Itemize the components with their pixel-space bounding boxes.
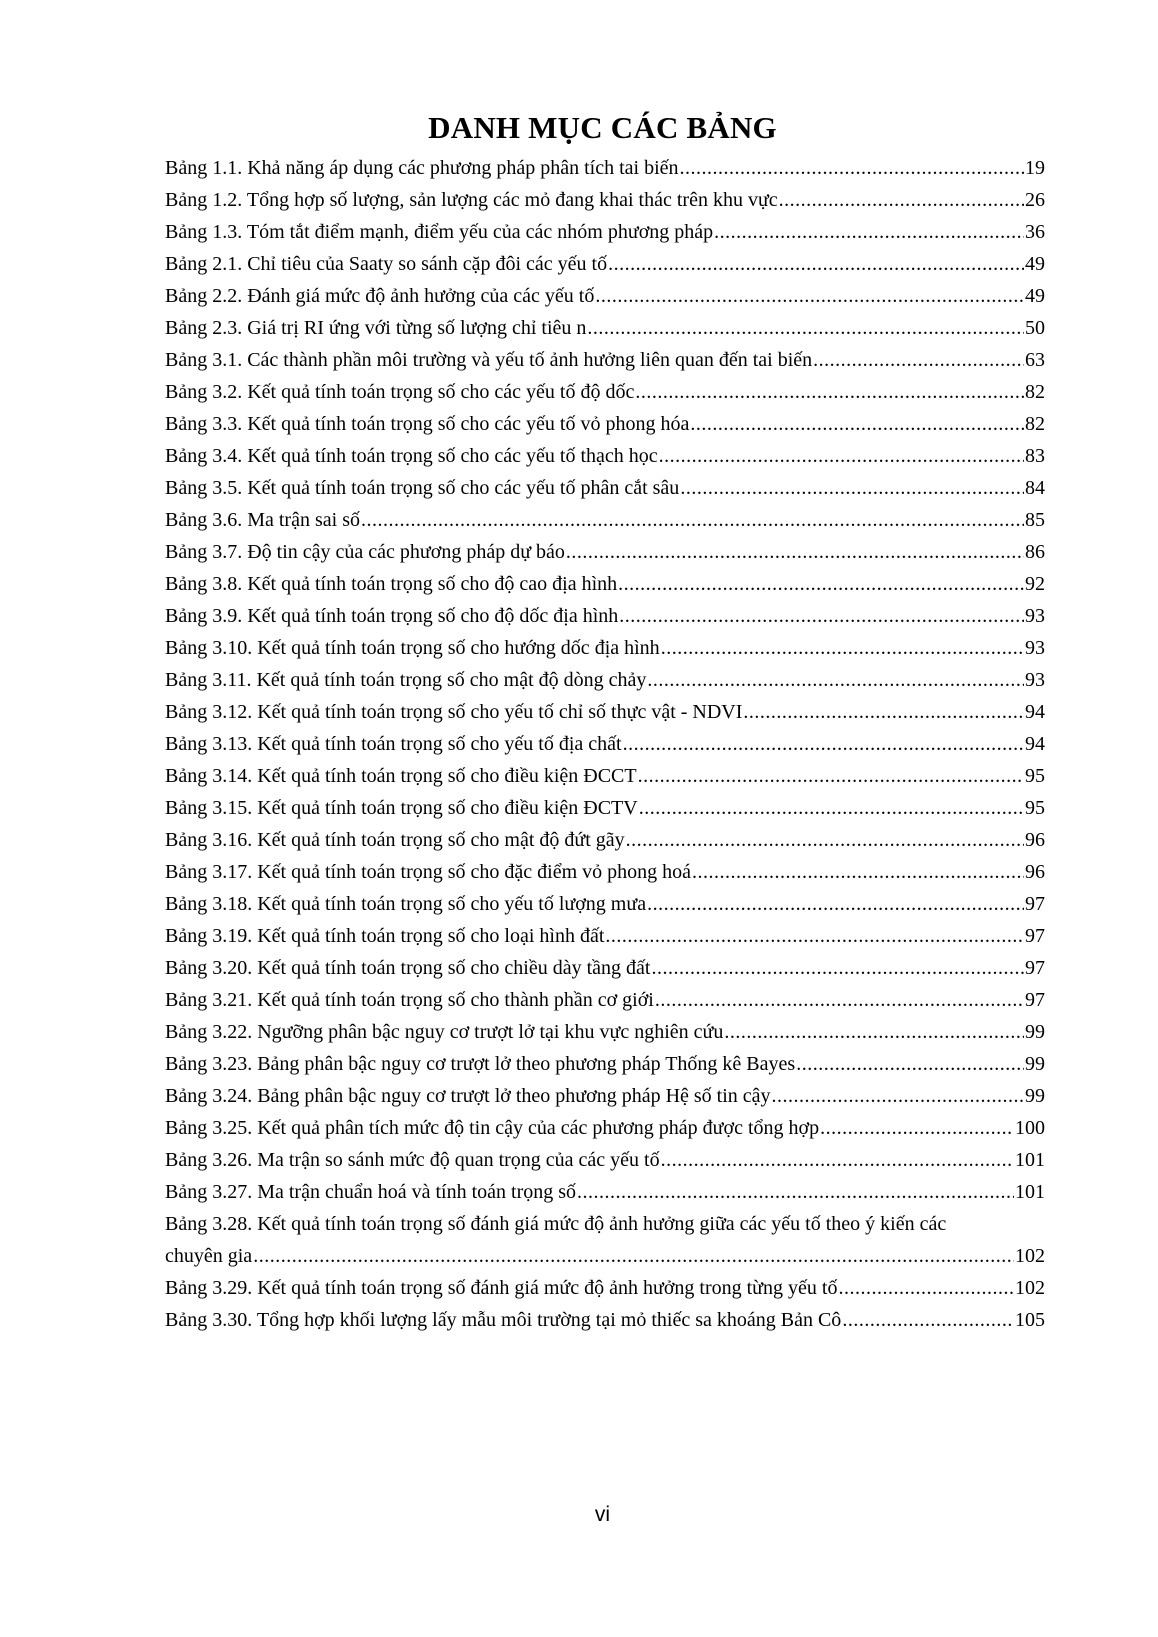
dot-leader xyxy=(608,248,1024,280)
dot-leader xyxy=(796,1048,1024,1080)
list-item[interactable] xyxy=(165,376,1045,408)
entry-page-number: 93 xyxy=(1025,605,1045,627)
dot-leader xyxy=(595,280,1024,312)
entry-label: Bảng 2.3. Giá trị RI ứng với từng số lượng chỉ tiêu n xyxy=(165,317,587,339)
entry-label: Bảng 1.1. Khả năng áp dụng các phương pháp phân tích tai biến xyxy=(165,157,679,179)
entry-page-number: 50 xyxy=(1025,317,1045,339)
entry-page-number: 94 xyxy=(1025,701,1045,723)
list-item[interactable] xyxy=(165,152,1045,184)
list-item[interactable] xyxy=(165,952,1045,984)
entry-page-number: 85 xyxy=(1025,509,1045,531)
list-item[interactable] xyxy=(165,280,1045,312)
entry-page-number: 63 xyxy=(1025,349,1045,371)
entry-page-number: 19 xyxy=(1025,157,1045,179)
entry-label: Bảng 3.30. Tổng hợp khối lượng lấy mẫu môi trường tại mỏ thiếc sa khoáng Bản Cô xyxy=(165,1309,842,1331)
dot-leader xyxy=(638,760,1024,792)
entry-page-number: 105 xyxy=(1015,1309,1045,1331)
list-item[interactable] xyxy=(165,312,1045,344)
dot-leader xyxy=(680,152,1024,184)
entry-page-number: 99 xyxy=(1025,1085,1045,1107)
entry-label: Bảng 3.29. Kết quả tính toán trọng số đánh giá mức độ ảnh hưởng trong từng yếu tố xyxy=(165,1277,838,1299)
list-item[interactable] xyxy=(165,728,1045,760)
list-item[interactable] xyxy=(165,248,1045,280)
dot-leader xyxy=(566,536,1024,568)
entry-page-number: 102 xyxy=(1015,1277,1045,1299)
dot-leader xyxy=(619,600,1024,632)
entry-page-number: 93 xyxy=(1025,637,1045,659)
dot-leader xyxy=(577,1176,1014,1208)
entry-label: Bảng 3.1. Các thành phần môi trường và yếu tố ảnh hưởng liên quan đến tai biến xyxy=(165,349,813,371)
dot-leader xyxy=(639,792,1024,824)
dot-leader xyxy=(635,376,1024,408)
list-item[interactable] xyxy=(165,984,1045,1016)
dot-leader xyxy=(838,1272,1014,1304)
entry-page-number: 97 xyxy=(1025,893,1045,915)
entry-label: Bảng 3.27. Ma trận chuẩn hoá và tính toán trọng số xyxy=(165,1181,577,1203)
entry-page-number: 101 xyxy=(1015,1181,1045,1203)
entry-label: Bảng 3.6. Ma trận sai số xyxy=(165,509,360,531)
entry-page-number: 97 xyxy=(1025,925,1045,947)
dot-leader xyxy=(253,1240,1014,1272)
list-item[interactable] xyxy=(165,1176,1045,1208)
list-item[interactable] xyxy=(165,920,1045,952)
dot-leader xyxy=(626,824,1024,856)
dot-leader xyxy=(623,728,1024,760)
page-title: DANH MỤC CÁC BẢNG xyxy=(428,110,777,145)
entry-label: Bảng 3.10. Kết quả tính toán trọng số cho hướng dốc địa hình xyxy=(165,637,660,659)
dot-leader xyxy=(772,1080,1024,1112)
dot-leader xyxy=(743,696,1024,728)
entry-label: Bảng 3.8. Kết quả tính toán trọng số cho độ cao địa hình xyxy=(165,573,618,595)
entry-label: Bảng 2.2. Đánh giá mức độ ảnh hưởng của các yếu tố xyxy=(165,285,595,307)
entry-label: Bảng 3.13. Kết quả tính toán trọng số cho yếu tố địa chất xyxy=(165,733,622,755)
dot-leader xyxy=(724,1016,1024,1048)
entry-label: Bảng 2.1. Chỉ tiêu của Saaty so sánh cặp đôi các yếu tố xyxy=(165,253,608,275)
dot-leader xyxy=(647,888,1024,920)
list-item[interactable] xyxy=(165,664,1045,696)
entry-label: Bảng 3.14. Kết quả tính toán trọng số cho điều kiện ĐCCT xyxy=(165,765,637,787)
list-item[interactable] xyxy=(165,856,1045,888)
entry-page-number: 99 xyxy=(1025,1053,1045,1075)
list-item[interactable] xyxy=(165,792,1045,824)
entry-page-number: 82 xyxy=(1025,381,1045,403)
entry-label: Bảng 3.21. Kết quả tính toán trọng số cho thành phần cơ giới xyxy=(165,989,654,1011)
entry-label: Bảng 3.22. Ngưỡng phân bậc nguy cơ trượt lở tại khu vực nghiên cứu xyxy=(165,1021,724,1043)
dot-leader xyxy=(692,856,1024,888)
list-item[interactable] xyxy=(165,472,1045,504)
entry-label: Bảng 3.5. Kết quả tính toán trọng số cho các yếu tố phân cắt sâu xyxy=(165,477,680,499)
list-item[interactable] xyxy=(165,632,1045,664)
list-item[interactable] xyxy=(165,440,1045,472)
list-item[interactable] xyxy=(165,888,1045,920)
entry-label: Bảng 3.18. Kết quả tính toán trọng số cho yếu tố lượng mưa xyxy=(165,893,647,915)
list-item[interactable] xyxy=(165,1048,1045,1080)
entry-label: Bảng 3.19. Kết quả tính toán trọng số cho loại hình đất xyxy=(165,925,605,947)
entry-page-number: 83 xyxy=(1025,445,1045,467)
list-item[interactable] xyxy=(165,600,1045,632)
entry-label: Bảng 3.20. Kết quả tính toán trọng số cho chiều dày tầng đất xyxy=(165,957,651,979)
entry-page-number: 95 xyxy=(1025,765,1045,787)
entry-page-number: 97 xyxy=(1025,989,1045,1011)
entry-label: Bảng 3.26. Ma trận so sánh mức độ quan trọng của các yếu tố xyxy=(165,1149,660,1171)
entry-page-number: 95 xyxy=(1025,797,1045,819)
dot-leader xyxy=(655,984,1024,1016)
entry-page-number: 93 xyxy=(1025,669,1045,691)
entry-label: Bảng 3.23. Bảng phân bậc nguy cơ trượt lở theo phương pháp Thống kê Bayes xyxy=(165,1053,796,1075)
entry-page-number: 101 xyxy=(1015,1149,1045,1171)
list-item[interactable] xyxy=(165,1016,1045,1048)
dot-leader xyxy=(661,632,1024,664)
entry-label: Bảng 3.25. Kết quả phân tích mức độ tin cậy của các phương pháp được tổng hợp xyxy=(165,1117,820,1139)
entry-page-number: 99 xyxy=(1025,1021,1045,1043)
list-item[interactable] xyxy=(165,1304,1045,1336)
entry-label: Bảng 3.24. Bảng phân bậc nguy cơ trượt lở theo phương pháp Hệ số tin cậy xyxy=(165,1085,771,1107)
list-item[interactable] xyxy=(165,184,1045,216)
entry-page-number: 102 xyxy=(1015,1245,1045,1267)
entry-label: Bảng 3.7. Độ tin cậy của các phương pháp dự báo xyxy=(165,541,565,563)
entry-page-number: 96 xyxy=(1025,861,1045,883)
dot-leader xyxy=(842,1304,1014,1336)
entry-label: Bảng 3.11. Kết quả tính toán trọng số cho mật độ dòng chảy xyxy=(165,669,647,691)
dot-leader xyxy=(361,504,1024,536)
list-item[interactable] xyxy=(165,824,1045,856)
list-item[interactable] xyxy=(165,216,1045,248)
dot-leader xyxy=(813,344,1024,376)
dot-leader xyxy=(680,472,1024,504)
list-item[interactable] xyxy=(165,1272,1045,1304)
entry-label: Bảng 3.4. Kết quả tính toán trọng số cho các yếu tố thạch học xyxy=(165,445,658,467)
entry-label: Bảng 1.2. Tổng hợp số lượng, sản lượng các mỏ đang khai thác trên khu vực xyxy=(165,189,778,211)
list-item[interactable] xyxy=(165,1080,1045,1112)
dot-leader xyxy=(618,568,1024,600)
entry-label: Bảng 1.3. Tóm tắt điểm mạnh, điểm yếu của các nhóm phương pháp xyxy=(165,221,714,243)
dot-leader xyxy=(605,920,1024,952)
list-item[interactable] xyxy=(165,344,1045,376)
entry-page-number: 97 xyxy=(1025,957,1045,979)
entry-label: Bảng 3.12. Kết quả tính toán trọng số cho yếu tố chỉ số thực vật - NDVI xyxy=(165,701,743,723)
list-item[interactable] xyxy=(165,536,1045,568)
entry-page-number: 86 xyxy=(1025,541,1045,563)
dot-leader xyxy=(661,1144,1014,1176)
list-item[interactable] xyxy=(165,408,1045,440)
entry-page-number: 36 xyxy=(1025,221,1045,243)
entry-page-number: 96 xyxy=(1025,829,1045,851)
list-item[interactable] xyxy=(165,760,1045,792)
entry-page-number: 92 xyxy=(1025,573,1045,595)
entry-label: Bảng 3.17. Kết quả tính toán trọng số cho đặc điểm vỏ phong hoá xyxy=(165,861,692,883)
list-item[interactable] xyxy=(165,1112,1045,1144)
list-item[interactable] xyxy=(165,1208,1045,1272)
list-item[interactable] xyxy=(165,696,1045,728)
dot-leader xyxy=(651,952,1024,984)
entry-page-number: 94 xyxy=(1025,733,1045,755)
entry-label: Bảng 3.16. Kết quả tính toán trọng số cho mật độ đứt gãy xyxy=(165,829,625,851)
entry-label: Bảng 3.2. Kết quả tính toán trọng số cho các yếu tố độ dốc xyxy=(165,381,635,403)
entry-page-number: 82 xyxy=(1025,413,1045,435)
entry-page-number: 26 xyxy=(1025,189,1045,211)
dot-leader xyxy=(820,1112,1014,1144)
entry-page-number: 49 xyxy=(1025,285,1045,307)
entry-page-number: 49 xyxy=(1025,253,1045,275)
entry-page-number: 84 xyxy=(1025,477,1045,499)
entry-label: Bảng 3.9. Kết quả tính toán trọng số cho độ dốc địa hình xyxy=(165,605,619,627)
list-item[interactable] xyxy=(165,1144,1045,1176)
dot-leader xyxy=(647,664,1024,696)
list-item[interactable] xyxy=(165,504,1045,536)
dot-leader xyxy=(690,408,1024,440)
page-number: vi xyxy=(594,1503,611,1526)
list-item[interactable] xyxy=(165,568,1045,600)
entry-page-number: 100 xyxy=(1015,1117,1045,1139)
table-list xyxy=(165,152,1045,1336)
entry-label-line-2: chuyên gia xyxy=(165,1245,253,1267)
dot-leader xyxy=(779,184,1024,216)
entry-label: Bảng 3.15. Kết quả tính toán trọng số cho điều kiện ĐCTV xyxy=(165,797,638,819)
entry-label: Bảng 3.3. Kết quả tính toán trọng số cho các yếu tố vỏ phong hóa xyxy=(165,413,690,435)
entry-label-line-1: Bảng 3.28. Kết quả tính toán trọng số đánh giá mức độ ảnh hưởng giữa các yếu tố theo ý kiến các xyxy=(165,1213,947,1235)
dot-leader xyxy=(587,312,1024,344)
dot-leader xyxy=(659,440,1024,472)
dot-leader xyxy=(714,216,1024,248)
